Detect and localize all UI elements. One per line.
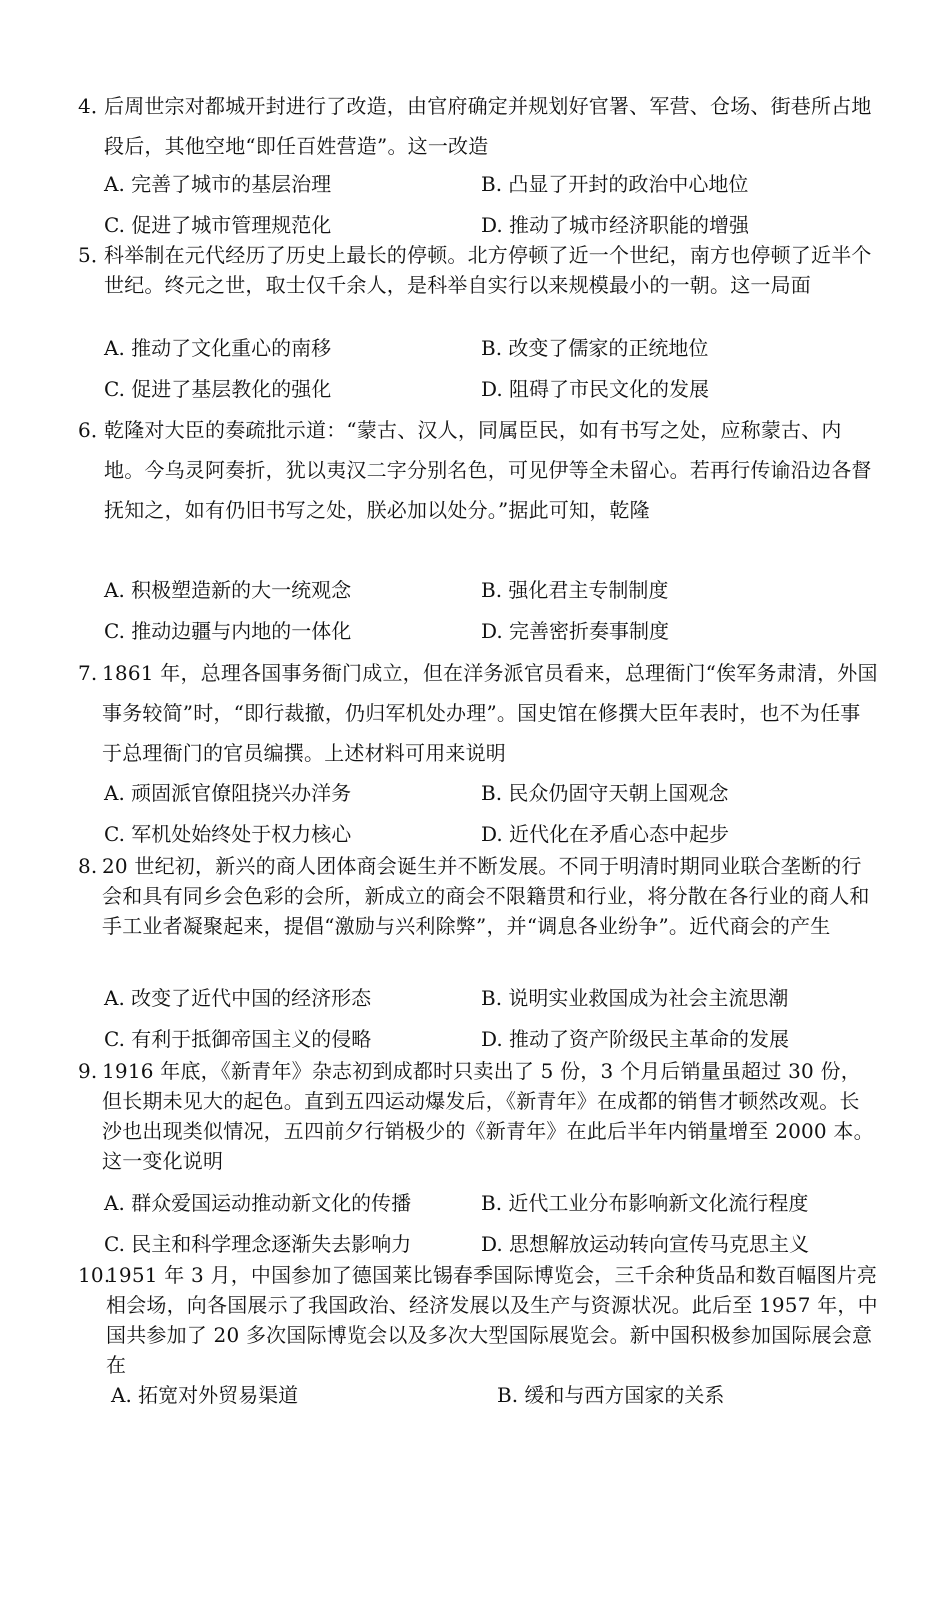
- question-6-option-b[interactable]: B. 强化君主专制制度: [481, 578, 669, 602]
- question-9-option-a[interactable]: A. 群众爱国运动推动新文化的传播: [104, 1191, 412, 1215]
- question-7-option-d[interactable]: D. 近代化在矛盾心态中起步: [481, 822, 730, 846]
- question-8-stem: [78, 851, 878, 941]
- question-8-option-d[interactable]: D. 推动了资产阶级民主革命的发展: [481, 1027, 790, 1051]
- question-7-text: 1861 年，总理各国事务衙门成立，但在洋务派官员看来，总理衙门“俟军务肃清，外国事务较简”时，“即行裁撤，仍归军机处办理”。国史馆在修撰大臣年表时，也不为任事于总理衙门的官员编撰。上述材料可用来说明: [102, 661, 878, 765]
- question-4-option-a[interactable]: A. 完善了城市的基层治理: [104, 172, 332, 196]
- question-8-option-c[interactable]: C. 有利于抵御帝国主义的侵略: [104, 1027, 372, 1051]
- question-6-option-d[interactable]: D. 完善密折奏事制度: [481, 619, 670, 643]
- question-8-number: 8.: [78, 854, 98, 878]
- question-9-option-c[interactable]: C. 民主和科学理念逐渐失去影响力: [104, 1232, 412, 1256]
- question-5-option-b[interactable]: B. 改变了儒家的正统地位: [481, 336, 709, 360]
- question-7-option-c[interactable]: C. 军机处始终处于权力核心: [104, 822, 352, 846]
- question-10-option-b[interactable]: B. 缓和与西方国家的关系: [497, 1383, 725, 1407]
- question-9-text: 1916 年底，《新青年》杂志初到成都时只卖出了 5 份，3 个月后销量虽超过 30 份，但长期未见大的起色。直到五四运动爆发后，《新青年》在成都的销售才顿然改观。长沙也出现类似情况，五四前夕行销极少的《新青年》在此后半年内销量增至 2000 本。这一变化说明: [102, 1059, 874, 1173]
- question-7-stem: [78, 653, 878, 773]
- question-4-stem: [78, 86, 878, 166]
- question-5-number: 5．: [78, 243, 112, 267]
- question-10-option-a[interactable]: A. 拓宽对外贸易渠道: [111, 1383, 299, 1407]
- question-8-option-a[interactable]: A. 改变了近代中国的经济形态: [104, 986, 372, 1010]
- question-9-option-b[interactable]: B. 近代工业分布影响新文化流行程度: [481, 1191, 809, 1215]
- question-6-text: 乾隆对大臣的奏疏批示道：“蒙古、汉人，同属臣民，如有书写之处，应称蒙古、内地。今乌灵阿奏折，犹以夷汉二字分别名色，可见伊等全未留心。若再行传谕沿边各督抚知之，如有仍旧书写之处，朕必加以处分。”据此可知，乾隆: [104, 418, 872, 522]
- question-7-option-b[interactable]: B. 民众仍固守天朝上国观念: [481, 781, 729, 805]
- question-6-stem: [78, 410, 878, 530]
- question-4-option-b[interactable]: B. 凸显了开封的政治中心地位: [481, 172, 749, 196]
- question-8-text: 20 世纪初，新兴的商人团体商会诞生并不断发展。不同于明清时期同业联合垄断的行会和具有同乡会色彩的会所，新成立的商会不限籍贯和行业，将分散在各行业的商人和手工业者凝聚起来，提倡“激励与兴利除弊”，并“调息各业纷争”。近代商会的产生: [102, 854, 870, 938]
- question-10-stem: [78, 1260, 878, 1380]
- question-9-option-d[interactable]: D. 思想解放运动转向宣传马克思主义: [481, 1232, 810, 1256]
- question-5-text: 科举制在元代经历了历史上最长的停顿。北方停顿了近一个世纪，南方也停顿了近半个世纪。终元之世，取士仅千余人，是科举自实行以来规模最小的一朝。这一局面: [104, 243, 872, 297]
- question-5-option-d[interactable]: D. 阻碍了市民文化的发展: [481, 377, 710, 401]
- question-5-option-a[interactable]: A. 推动了文化重心的南移: [104, 336, 332, 360]
- question-9-number: 9.: [78, 1059, 98, 1083]
- question-7-number: 7.: [78, 661, 98, 685]
- question-5-option-c[interactable]: C. 促进了基层教化的强化: [104, 377, 332, 401]
- question-9-stem: [78, 1056, 878, 1176]
- question-6-option-a[interactable]: A. 积极塑造新的大一统观念: [104, 578, 352, 602]
- question-10-number: 10.: [78, 1263, 111, 1287]
- question-10-text: 1951 年 3 月，中国参加了德国莱比锡春季国际博览会，三千余种货品和数百幅图片亮相会场，向各国展示了我国政治、经济发展以及生产与资源状况。此后至 1957 年，中国共参加了 20 多次国际博览会以及多次大型国际展览会。新中国积极参加国际展会意在: [106, 1263, 878, 1377]
- question-6-number: 6．: [78, 418, 112, 442]
- question-6-option-c[interactable]: C. 推动边疆与内地的一体化: [104, 619, 352, 643]
- question-4-option-c[interactable]: C. 促进了城市管理规范化: [104, 213, 332, 237]
- question-7-option-a[interactable]: A. 顽固派官僚阻挠兴办洋务: [104, 781, 352, 805]
- question-4-number: 4．: [78, 94, 112, 118]
- question-8-option-b[interactable]: B. 说明实业救国成为社会主流思潮: [481, 986, 789, 1010]
- question-4-text: 后周世宗对都城开封进行了改造，由官府确定并规划好官署、军营、仓场、街巷所占地段后，其他空地“即任百姓营造”。这一改造: [104, 94, 872, 158]
- question-5-stem: [78, 240, 878, 300]
- question-4-option-d[interactable]: D. 推动了城市经济职能的增强: [481, 213, 750, 237]
